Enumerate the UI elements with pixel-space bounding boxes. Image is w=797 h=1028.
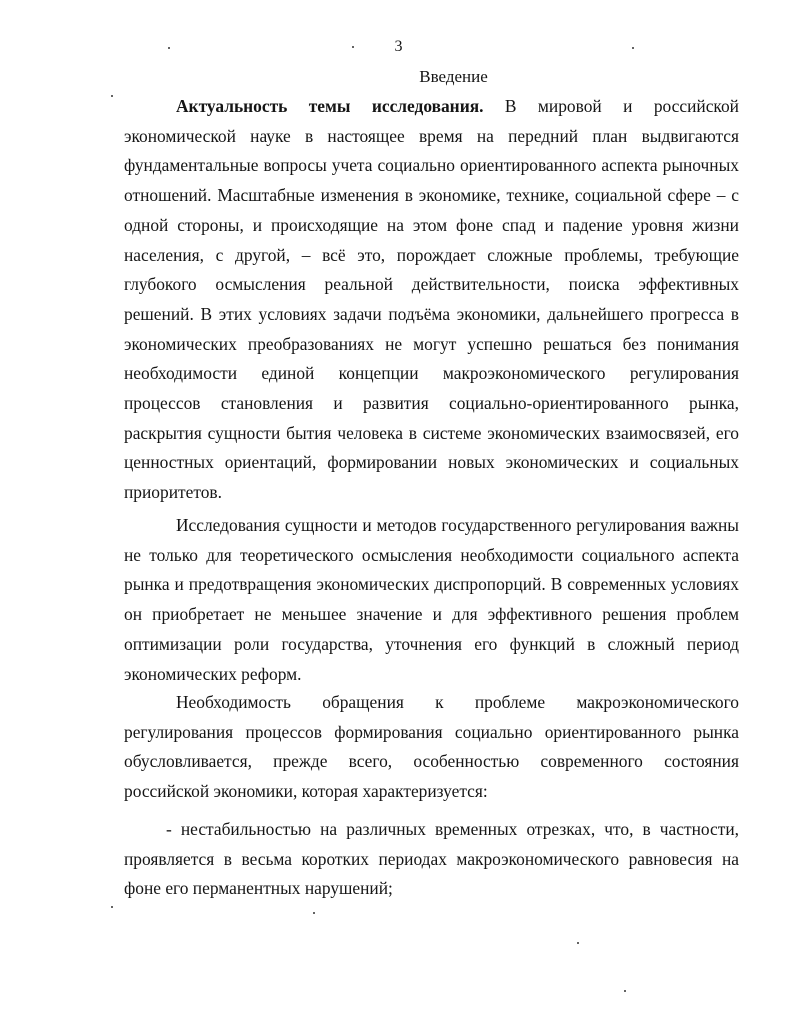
scan-speck: [624, 990, 626, 992]
paragraph-relevance: [124, 92, 739, 508]
paragraph-lead: Актуальность темы исследования.: [176, 96, 484, 116]
section-heading: Введение: [419, 67, 488, 86]
page-number: 3: [394, 38, 403, 55]
paragraph-regulation: Исследования сущности и методов государственного регулирования важны не только для теоретического осмысления необходимости социального аспекта рынка и предотвращения экономических диспропорций. В современных условиях он приобретает не меньшее значение и для эффективного решения проблем оптимизации роли государства, уточнения его функций в сложный период экономических реформ.: [124, 515, 739, 684]
paragraph-necessity: Необходимость обращения к проблеме макроэкономического регулирования процессов формирования социально ориентированного рынка обусловливается, прежде всего, особенностью современного состояния российской экономики, которая характеризуется:: [124, 692, 739, 802]
scan-speck: [352, 46, 354, 48]
scan-speck: [111, 906, 113, 908]
scan-speck: [577, 942, 579, 944]
scan-speck: [168, 47, 170, 49]
list-item-instability: - нестабильностью на различных временных отрезках, что, в частности, проявляется в весьма коротких периодах макроэкономического равновесия на фоне его перманентных нарушений;: [124, 819, 739, 899]
scan-speck: [632, 47, 634, 49]
scan-speck: [313, 912, 315, 914]
paragraph-text: В мировой и российской экономической науке в настоящее время на передний план выдвигаются фундаментальные вопросы учета социально ориентированного аспекта рыночных отношений. Масштабные изменения в экономике, технике, социальной сфере – с одной стороны, и происходящие на этом фоне спад и падение уровня жизни населения, с другой, – всё это, порождает сложные проблемы, требующие глубокого осмысления реальной действительности, поиска эффективных решений. В этих условиях задачи подъёма экономики, дальнейшего прогресса в экономических преобразованиях не могут успешно решаться без понимания необходимости единой концепции макроэкономического регулирования процессов становления и развития социально-ориентированного рынка, раскрытия сущности бытия человека в системе экономических взаимосвязей, его ценностных ориентаций, формировании новых экономических и социальных приоритетов.: [124, 96, 739, 503]
scan-speck: [111, 95, 113, 97]
